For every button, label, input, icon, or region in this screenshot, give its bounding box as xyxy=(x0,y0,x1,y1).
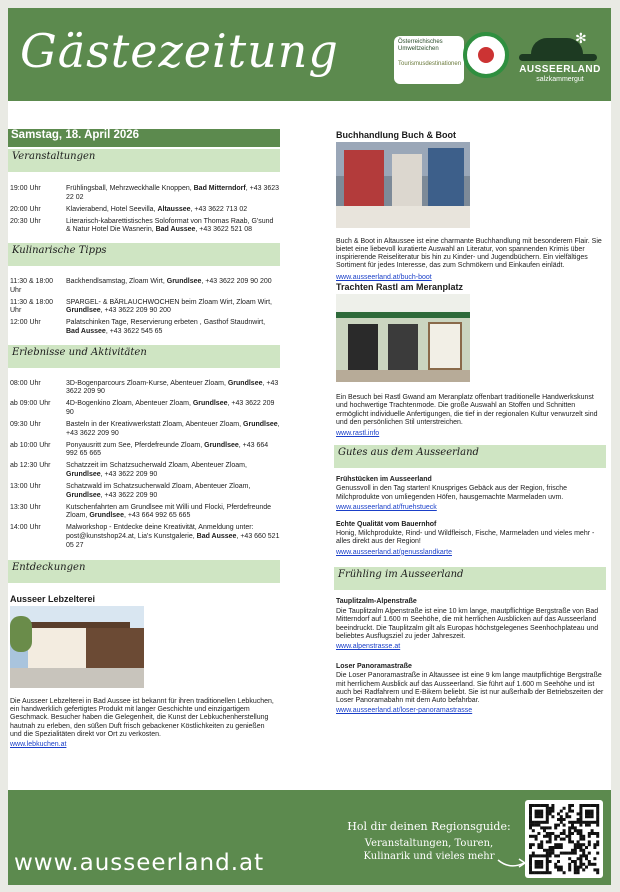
schedule-text: Kutschenfahrten am Grundlsee mit Willi und Flocki, Pferdefreunde Zloam, xyxy=(66,503,272,520)
goods-item-body: Genussvoll in den Tag starten! Knuspriges Gebäck aus der Region, frische Milchprodukte von umliegenden Höfen, hausgemachte Marmeladen uvm. xyxy=(336,485,567,501)
breakfast-link[interactable]: www.ausseerland.at/fruehstueck xyxy=(336,503,437,511)
schedule-row xyxy=(10,483,280,500)
eco-label-line: Tourismusdestinationen xyxy=(398,61,462,67)
schedule-phone: , +43 3622 545 65 xyxy=(105,327,163,335)
schedule-row xyxy=(10,524,280,550)
schedule-location: Grundlsee xyxy=(66,307,101,315)
section-discoveries-heading: Entdeckungen xyxy=(8,560,280,583)
schedule-location: Bad Aussee xyxy=(66,327,106,335)
schedule-description xyxy=(66,206,280,215)
footer-banner xyxy=(8,790,611,885)
schedule-time: 09:30 Uhr xyxy=(10,420,41,428)
schedule-time: 14:00 Uhr xyxy=(10,524,41,532)
schedule-location: Altaussee xyxy=(157,205,191,213)
schedule-time: 19:00 Uhr xyxy=(10,185,41,192)
schedule-time: 13:30 Uhr xyxy=(10,503,41,511)
culinary-list xyxy=(8,278,280,337)
trachten-title: Trachten Rastl am Meranplatz xyxy=(336,282,464,293)
schedule-location: Grundlsee xyxy=(227,379,263,387)
schedule-phone: , +43 664 992 65 665 xyxy=(123,512,191,520)
schedule-time: ab 12:30 Uhr xyxy=(10,462,51,470)
goods-list xyxy=(334,476,606,558)
section-goods-heading: Gutes aus dem Ausseerland xyxy=(334,445,606,468)
bookshop-link[interactable]: www.ausseerland.at/buch-boot xyxy=(336,273,432,281)
schedule-location: Grundlsee xyxy=(166,277,202,285)
section-events-heading: Veranstaltungen xyxy=(8,149,280,172)
schedule-description xyxy=(66,319,280,336)
eco-seal-icon xyxy=(463,32,509,78)
schedule-time: ab 09:00 Uhr xyxy=(10,400,51,408)
schedule-text: Ponyausritt zum See, Pferdefreunde Zloam, xyxy=(66,441,205,449)
schedule-description xyxy=(66,504,280,521)
section-spring-heading: Frühling im Ausseerland xyxy=(334,567,606,590)
eco-label-line: Österreichisches xyxy=(398,39,443,45)
schedule-phone: , +43 3622 209 90 xyxy=(66,379,279,396)
schedule-location: Grundlsee xyxy=(243,420,278,428)
schedule-row xyxy=(10,278,280,295)
schedule-row xyxy=(10,400,280,417)
schedule-description xyxy=(66,442,280,459)
goods-item-title: Echte Qualität vom Bauernhof xyxy=(336,520,437,528)
schedule-row xyxy=(10,442,280,459)
discovery-body: Die Ausseer Lebzelterei in Bad Aussee ist bekannt für ihren traditionellen Lebkuchen, ein handwerklich gefertigtes Produkt mit langer Geschichte und einzigartigem Geschmack. Besucher haben die Gelegenheit, die Kunst der Lebkuchenherstellung hautnah zu erleben, den süßen Duft frisch gebackener Köstlichkeiten zu genießen und die Spezialitäten direkt vor Ort zu verkosten. xyxy=(10,697,274,738)
schedule-phone: , +43 3622 209 90 200 xyxy=(100,307,171,315)
eco-label-line: Umweltzeichen xyxy=(398,46,439,52)
spring-item-body: Die Tauplitzalm Alpenstraße ist eine 10 km lange, mautpflichtige Bergstraße von Bad Mitterndorf auf 1.600 m Seehöhe, die mit herrlichen Ausblicken auf das Ausseerland beeindruckt. Die Tauplitzalm gilt als Europas höchstgelegenes Seenhochplateau und beliebtes Ausflugsziel zu jeder Jahreszeit. xyxy=(336,607,599,640)
schedule-row xyxy=(10,218,280,235)
logo-name: AUSSEERLAND xyxy=(519,64,601,75)
schedule-phone: , +43 3622 521 08 xyxy=(195,226,253,234)
schedule-time: 08:00 Uhr xyxy=(10,379,41,387)
schedule-description xyxy=(66,218,280,235)
bookshop-body: Buch & Boot in Altaussee ist eine charmante Buchhandlung mit besonderem Flair. Sie bietet eine liebevoll kuratierte Auswahl an Literatur, von spannenden Krimis über inspirierende Reiseliteratur bis hin zu Kinder- und Jugendbüchern. Ein vielfältiges Sortiment für jedes Interesse, das zum Schmökern und Einkaufen einlädt. xyxy=(336,237,602,270)
qr-code-icon xyxy=(525,800,603,878)
bookshop-title: Buchhandlung Buch & Boot xyxy=(336,130,456,140)
right-column xyxy=(334,129,606,716)
schedule-description xyxy=(66,421,280,438)
schedule-phone: , +43 3622 209 90 xyxy=(100,491,158,499)
ausseerland-logo xyxy=(513,28,605,92)
schedule-location: Grundlsee xyxy=(204,441,239,449)
activities-list xyxy=(8,380,280,551)
schedule-location: Bad Aussee xyxy=(196,532,237,540)
schedule-row xyxy=(10,185,280,202)
schedule-location: Grundlsee xyxy=(192,400,228,408)
schedule-location: Bad Aussee xyxy=(155,226,196,234)
date-heading: Samstag, 18. April 2026 xyxy=(8,129,280,147)
schedule-description xyxy=(66,483,280,500)
logo-subtitle: salzkammergut xyxy=(536,76,584,83)
schedule-phone: , +43 664 992 65 665 xyxy=(66,441,269,458)
trachten-body: Ein Besuch bei Rastl Gwand am Meranplatz offenbart traditionelle Handwerkskunst und hochwertige Trachtenmode. Die große Auswahl an Stoffen und Schnitten ermöglicht individuelle Anfertigungen, die tief in der regionalen Kultur verwurzelt sind und den persönlichen Stil unterstreichen. xyxy=(336,393,598,426)
spring-item-title: Tauplitzalm-Alpenstraße xyxy=(336,598,417,606)
eco-label-badge xyxy=(394,36,464,84)
schedule-text: Schatzzeit im Schatzsucherwald Zloam, Abenteuer Zloam, xyxy=(66,462,247,470)
header-banner xyxy=(8,8,611,101)
guide-line: Kulinarik und vieles mehr xyxy=(363,851,495,862)
schedule-location: Grundlsee xyxy=(66,491,101,499)
schedule-description xyxy=(66,400,280,417)
schedule-description xyxy=(66,524,280,550)
schedule-text: SPARGEL- & BÄRLAUCHWOCHEN beim Zloam Wirt, Zloam Wirt, xyxy=(66,298,273,306)
qr-code[interactable] xyxy=(525,800,603,878)
schedule-row xyxy=(10,206,280,215)
spring-item-body: Die Loser Panoramastraße in Altaussee ist eine 9 km lange mautpflichtige Bergstraße mit herrlichem Ausblick auf das Ausseerland. Sie führt auf 1.600 m Seehöhe und ist auch bei Radfahrern und E-Bikern beliebt. Sie ist nur außerhalb der Betriebszeiten der Loser Panoramabahn mit dem Auto befahrbar. xyxy=(336,672,604,705)
schedule-row xyxy=(10,299,280,316)
schedule-time: 12:00 Uhr xyxy=(10,319,41,327)
trachten-photo xyxy=(336,294,470,382)
schedule-row xyxy=(10,421,280,438)
schedule-description xyxy=(66,380,280,397)
guide-line: Veranstaltungen, Touren, xyxy=(364,838,494,849)
alpenstrasse-link[interactable]: www.alpenstrasse.at xyxy=(336,643,401,651)
schedule-phone: , +43 660 521 05 27 xyxy=(66,532,280,549)
schedule-text: Literarisch-kabarettistisches Soloformat von Thomas Raab, G'sund & Natur Hotel Die Wasnerin, xyxy=(66,217,274,234)
schedule-phone: , +43 3622 713 02 xyxy=(190,205,248,213)
arrow-right-icon xyxy=(496,856,528,870)
schedule-phone: , +43 3622 209 90 xyxy=(66,420,280,437)
schedule-phone: , +43 3623 22 02 xyxy=(66,185,280,201)
edelweiss-icon: ✻ xyxy=(575,30,587,46)
schedule-location: Grundlsee xyxy=(89,512,124,520)
schedule-phone: , +43 3622 209 90 200 xyxy=(201,277,272,285)
hat-brim-icon xyxy=(519,54,597,61)
lebzelterei-photo xyxy=(10,606,144,688)
schedule-description xyxy=(66,278,280,295)
schedule-location: Grundlsee xyxy=(66,470,101,478)
section-culinary-heading: Kulinarische Tipps xyxy=(8,243,280,266)
trachten-link[interactable]: www.rastl.info xyxy=(336,430,380,438)
loser-link[interactable]: www.ausseerland.at/loser-panoramastrasse xyxy=(336,707,473,715)
goods-item-title: Frühstücken im Ausseerland xyxy=(336,475,432,483)
spring-item-title: Loser Panoramastraße xyxy=(336,662,412,670)
schedule-row xyxy=(10,462,280,479)
footer-url[interactable]: www.ausseerland.at xyxy=(14,850,265,876)
schedule-description xyxy=(66,462,280,479)
schedule-row xyxy=(10,504,280,521)
schedule-description xyxy=(66,299,280,316)
schedule-text: Backhendlsamstag, Zloam Wirt, xyxy=(66,277,167,285)
left-column xyxy=(8,129,280,750)
schedule-text: Palatschinken Tage, Reservierung erbeten , Gasthof Staudnwirt, xyxy=(66,319,266,327)
schedule-time: 20:30 Uhr xyxy=(10,217,41,225)
schedule-description xyxy=(66,185,280,202)
lebkuchen-link[interactable]: www.lebkuchen.at xyxy=(10,741,67,749)
schedule-time: ab 10:00 Uhr xyxy=(10,441,51,449)
farm-map-link[interactable]: www.ausseerland.at/genusslandkarte xyxy=(336,548,452,556)
schedule-time: 13:00 Uhr xyxy=(10,482,41,490)
schedule-location: Bad Mitterndorf xyxy=(193,185,246,192)
schedule-row xyxy=(10,319,280,336)
schedule-phone: , +43 3622 209 90 xyxy=(100,470,158,478)
schedule-text: Frühlingsball, Mehrzweckhalle Knoppen, xyxy=(66,185,194,192)
guide-heading: Hol dir deinen Regionsguide: xyxy=(347,820,511,833)
schedule-text: Klavierabend, Hotel Seevilla, xyxy=(66,205,158,213)
discovery-title: Ausseer Lebzelterei xyxy=(10,594,96,605)
schedule-row xyxy=(10,380,280,397)
bookshop-photo xyxy=(336,142,470,228)
schedule-text: Schatzwald im Schatzsucherwald Zloam, Abenteuer Zloam, xyxy=(66,482,251,490)
section-activities-heading: Erlebnisse und Aktivitäten xyxy=(8,345,280,368)
schedule-phone: , +43 3622 209 90 xyxy=(66,400,275,416)
guest-newspaper xyxy=(8,8,611,885)
schedule-text: 3D-Bogenparcours Zloam-Kurse, Abenteuer Zloam, xyxy=(66,379,228,387)
schedule-text: Malworkshop - Entdecke deine Kreativität, Anmeldung unter: post@kunstshop24.at, Lia's Kunstgalerie, xyxy=(66,524,254,540)
goods-item-body: Honig, Milchprodukte, Rind- und Wildfleisch, Fische, Marmeladen und vieles mehr - alles direkt aus der Region! xyxy=(336,530,595,546)
schedule-time: 20:00 Uhr xyxy=(10,205,41,213)
events-list xyxy=(8,185,280,235)
schedule-text: 4D-Bogenkino Zloam, Abenteuer Zloam, xyxy=(66,400,193,408)
schedule-text: Basteln in der Kreativwerkstatt Zloam, Abenteuer Zloam, xyxy=(66,420,244,428)
page-title: Gästezeitung xyxy=(20,24,339,78)
schedule-time: 11:30 & 18:00 Uhr xyxy=(10,277,54,294)
schedule-time: 11:30 & 18:00 Uhr xyxy=(10,298,54,315)
spring-list xyxy=(334,598,606,716)
